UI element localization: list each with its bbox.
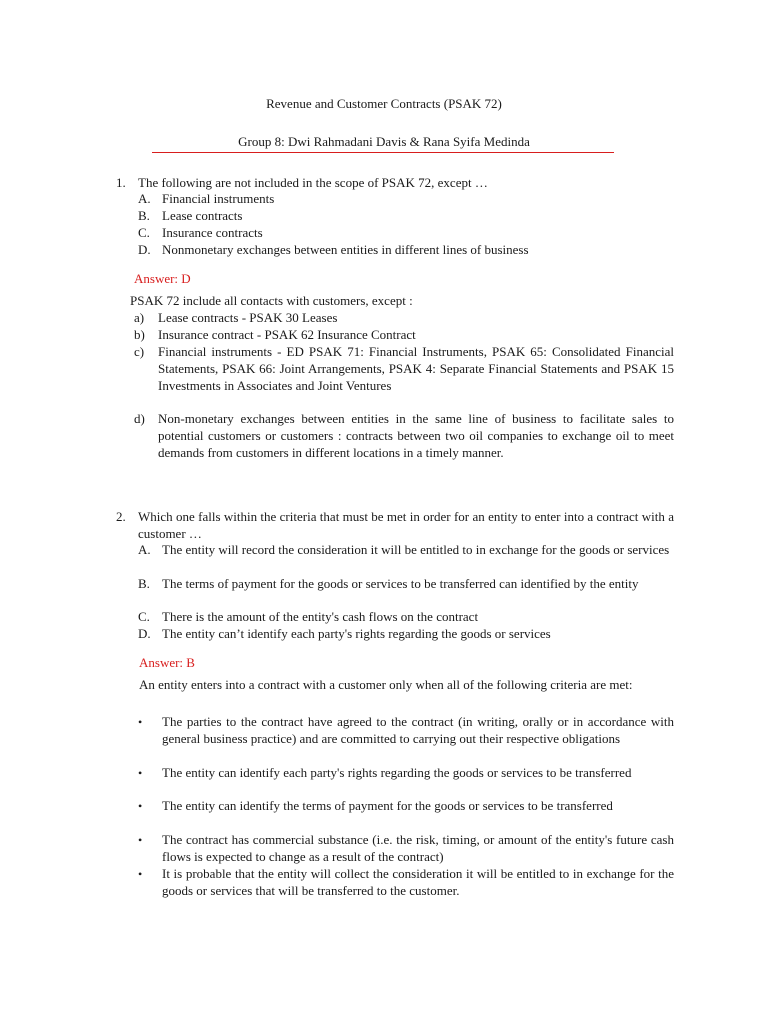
title-divider: [152, 152, 614, 153]
answer-label: Answer: D: [134, 271, 191, 286]
option-text: The entity can’t identify each party's rights regarding the goods or services: [162, 626, 551, 641]
option-text: Insurance contracts: [162, 225, 263, 240]
explanation-intro: PSAK 72 include all contacts with customers, except :: [130, 293, 413, 308]
item-text: Non-monetary exchanges between entities in the same line of business to facilitate sales to potential customers or customers : contracts between two oil companies to exchange oil to meet demands from customers in different locations in a timely manner.: [158, 411, 674, 460]
option-label: B.: [138, 576, 150, 591]
option-label: C.: [138, 609, 150, 624]
option-label: A.: [138, 191, 151, 206]
answer-label: Answer: B: [139, 655, 195, 670]
criteria-item: The contract has commercial substance (i.e. the risk, timing, or amount of the entity's future cash flows is expected to change as a result of the contract): [162, 832, 674, 864]
option-label: A.: [138, 542, 151, 557]
item-text: Lease contracts - PSAK 30 Leases: [158, 310, 338, 325]
option-label: C.: [138, 225, 150, 240]
item-label: c): [134, 344, 145, 359]
question-text: Which one falls within the criteria that must be met in order for an entity to enter into a contract with a customer …: [138, 509, 674, 541]
criteria-item: The entity can identify the terms of payment for the goods or services to be transferred: [162, 798, 613, 813]
option-text: The terms of payment for the goods or services to be transferred can identified by the entity: [162, 576, 639, 591]
item-text: Financial instruments - ED PSAK 71: Financial Instruments, PSAK 65: Consolidated Financial Statements, PSAK 66: Joint Arrangements, PSAK 4: Separate Financial Statements and PSAK 15 Investments in Associates and Joint Ventures: [158, 344, 674, 393]
explanation-intro: An entity enters into a contract with a customer only when all of the following criteria are met:: [139, 677, 633, 692]
question-number: 2.: [116, 509, 126, 524]
option-text: There is the amount of the entity's cash flows on the contract: [162, 609, 479, 624]
bullet-icon: •: [138, 867, 143, 881]
criteria-item: The entity can identify each party's rights regarding the goods or services to be transferred: [162, 765, 632, 780]
option-text: Nonmonetary exchanges between entities in different lines of business: [162, 242, 529, 257]
option-label: B.: [138, 208, 150, 223]
item-label: a): [134, 310, 145, 325]
option-text: Financial instruments: [162, 191, 275, 206]
item-label: b): [134, 327, 145, 342]
bullet-icon: •: [138, 799, 143, 813]
question-number: 1.: [116, 175, 126, 190]
question-text: The following are not included in the scope of PSAK 72, except …: [138, 175, 488, 190]
criteria-item: The parties to the contract have agreed to the contract (in writing, orally or in accordance with general business practice) and are committed to carrying out their respective obligations: [162, 714, 674, 746]
bullet-icon: •: [138, 715, 143, 729]
option-text: The entity will record the consideration it will be entitled to in exchange for the goods or services: [162, 542, 670, 557]
option-text: Lease contracts: [162, 208, 243, 223]
bullet-icon: •: [138, 766, 143, 780]
item-label: d): [134, 411, 145, 426]
item-text: Insurance contract - PSAK 62 Insurance Contract: [158, 327, 416, 342]
group-names: Group 8: Dwi Rahmadani Davis & Rana Syifa Medinda: [238, 134, 530, 149]
option-label: D.: [138, 626, 151, 641]
option-label: D.: [138, 242, 151, 257]
document-title: Revenue and Customer Contracts (PSAK 72): [266, 96, 502, 111]
criteria-item: It is probable that the entity will collect the consideration it will be entitled to in exchange for the goods or services that will be transferred to the customer.: [162, 866, 674, 898]
bullet-icon: •: [138, 833, 143, 847]
